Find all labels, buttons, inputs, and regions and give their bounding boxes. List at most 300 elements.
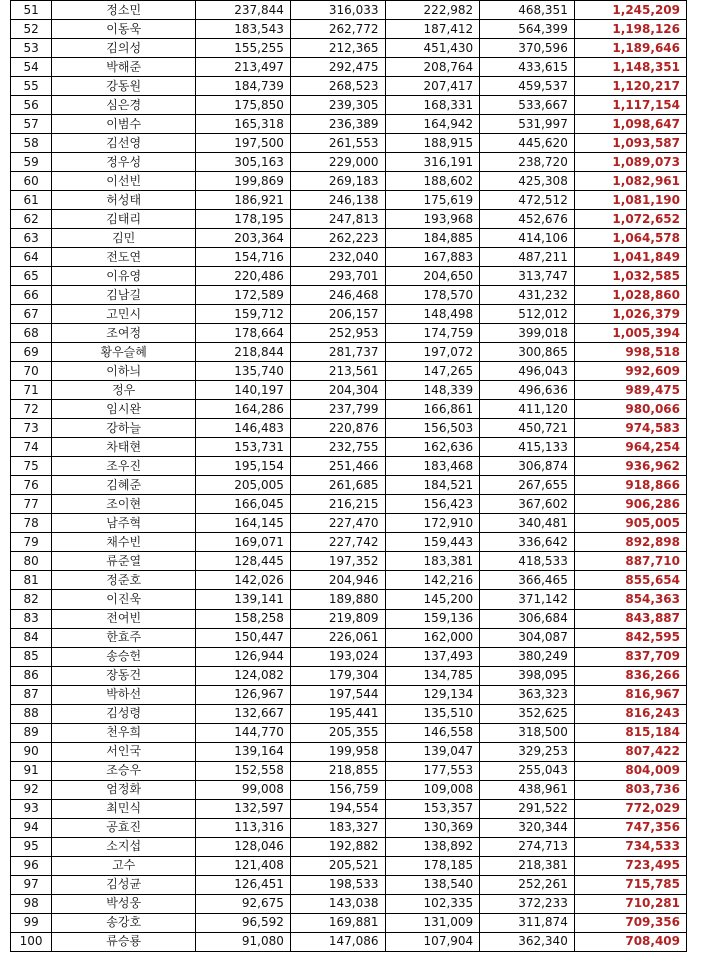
value-cell-2: 199,958 (290, 742, 385, 761)
value-cell-3: 167,883 (385, 248, 480, 267)
total-cell: 1,081,190 (574, 191, 686, 210)
table-row (11, 837, 687, 856)
total-cell: 747,356 (574, 818, 686, 837)
rank-cell: 79 (11, 533, 52, 552)
table-row (11, 400, 687, 419)
name-cell: 이유영 (52, 267, 196, 286)
table-row (11, 780, 687, 799)
value-cell-1: 154,716 (196, 248, 291, 267)
name-cell: 고민시 (52, 305, 196, 324)
value-cell-2: 183,327 (290, 818, 385, 837)
value-cell-3: 175,619 (385, 191, 480, 210)
value-cell-4: 336,642 (480, 533, 575, 552)
value-cell-2: 192,882 (290, 837, 385, 856)
total-cell: 1,064,578 (574, 229, 686, 248)
value-cell-1: 175,850 (196, 96, 291, 115)
value-cell-1: 158,258 (196, 609, 291, 628)
name-cell: 김남길 (52, 286, 196, 305)
rank-cell: 88 (11, 704, 52, 723)
value-cell-4: 418,533 (480, 552, 575, 571)
value-cell-2: 239,305 (290, 96, 385, 115)
name-cell: 조우진 (52, 457, 196, 476)
rank-cell: 72 (11, 400, 52, 419)
total-cell: 918,866 (574, 476, 686, 495)
total-cell: 734,533 (574, 837, 686, 856)
total-cell: 1,098,647 (574, 115, 686, 134)
rank-cell: 77 (11, 495, 52, 514)
rank-cell: 60 (11, 172, 52, 191)
rank-cell: 76 (11, 476, 52, 495)
value-cell-1: 237,844 (196, 1, 291, 20)
table-row (11, 894, 687, 913)
name-cell: 김태리 (52, 210, 196, 229)
value-cell-4: 438,961 (480, 780, 575, 799)
value-cell-1: 184,739 (196, 77, 291, 96)
name-cell: 이동욱 (52, 20, 196, 39)
value-cell-3: 153,357 (385, 799, 480, 818)
value-cell-4: 218,381 (480, 856, 575, 875)
total-cell: 842,595 (574, 628, 686, 647)
value-cell-4: 472,512 (480, 191, 575, 210)
value-cell-2: 205,521 (290, 856, 385, 875)
name-cell: 차태현 (52, 438, 196, 457)
name-cell: 이선빈 (52, 172, 196, 191)
value-cell-1: 218,844 (196, 343, 291, 362)
value-cell-1: 197,500 (196, 134, 291, 153)
value-cell-4: 274,713 (480, 837, 575, 856)
name-cell: 강동원 (52, 77, 196, 96)
value-cell-4: 380,249 (480, 647, 575, 666)
table-row (11, 666, 687, 685)
name-cell: 최민식 (52, 799, 196, 818)
value-cell-2: 216,215 (290, 495, 385, 514)
value-cell-2: 229,000 (290, 153, 385, 172)
table-row (11, 58, 687, 77)
value-cell-4: 300,865 (480, 343, 575, 362)
value-cell-3: 130,369 (385, 818, 480, 837)
table-row (11, 533, 687, 552)
table-row (11, 343, 687, 362)
value-cell-2: 252,953 (290, 324, 385, 343)
ranking-table (10, 0, 687, 952)
value-cell-3: 129,134 (385, 685, 480, 704)
value-cell-4: 255,043 (480, 761, 575, 780)
value-cell-4: 452,676 (480, 210, 575, 229)
name-cell: 고수 (52, 856, 196, 875)
name-cell: 강하늘 (52, 419, 196, 438)
total-cell: 804,009 (574, 761, 686, 780)
total-cell: 843,887 (574, 609, 686, 628)
value-cell-4: 304,087 (480, 628, 575, 647)
rank-cell: 61 (11, 191, 52, 210)
value-cell-2: 218,855 (290, 761, 385, 780)
table-row (11, 362, 687, 381)
value-cell-2: 262,772 (290, 20, 385, 39)
total-cell: 1,072,652 (574, 210, 686, 229)
value-cell-4: 362,340 (480, 932, 575, 951)
value-cell-3: 142,216 (385, 571, 480, 590)
name-cell: 정우성 (52, 153, 196, 172)
table-row (11, 704, 687, 723)
rank-cell: 68 (11, 324, 52, 343)
table-row (11, 210, 687, 229)
value-cell-2: 316,033 (290, 1, 385, 20)
value-cell-4: 425,308 (480, 172, 575, 191)
table-row (11, 267, 687, 286)
value-cell-1: 132,667 (196, 704, 291, 723)
value-cell-3: 162,636 (385, 438, 480, 457)
value-cell-1: 166,045 (196, 495, 291, 514)
value-cell-1: 126,451 (196, 875, 291, 894)
total-cell: 887,710 (574, 552, 686, 571)
rank-cell: 52 (11, 20, 52, 39)
table-row (11, 476, 687, 495)
value-cell-3: 131,009 (385, 913, 480, 932)
total-cell: 1,189,646 (574, 39, 686, 58)
value-cell-3: 197,072 (385, 343, 480, 362)
value-cell-2: 194,554 (290, 799, 385, 818)
value-cell-4: 320,344 (480, 818, 575, 837)
value-cell-2: 251,466 (290, 457, 385, 476)
total-cell: 998,518 (574, 343, 686, 362)
total-cell: 807,422 (574, 742, 686, 761)
value-cell-4: 398,095 (480, 666, 575, 685)
total-cell: 892,898 (574, 533, 686, 552)
table-row (11, 647, 687, 666)
value-cell-4: 306,684 (480, 609, 575, 628)
name-cell: 한효주 (52, 628, 196, 647)
value-cell-2: 226,061 (290, 628, 385, 647)
table-row (11, 875, 687, 894)
rank-cell: 65 (11, 267, 52, 286)
total-cell: 855,654 (574, 571, 686, 590)
value-cell-2: 227,470 (290, 514, 385, 533)
value-cell-1: 164,145 (196, 514, 291, 533)
name-cell: 김성령 (52, 704, 196, 723)
value-cell-3: 183,468 (385, 457, 480, 476)
value-cell-3: 107,904 (385, 932, 480, 951)
table-row (11, 172, 687, 191)
value-cell-3: 138,540 (385, 875, 480, 894)
value-cell-3: 184,885 (385, 229, 480, 248)
rank-cell: 67 (11, 305, 52, 324)
value-cell-3: 148,498 (385, 305, 480, 324)
table-row (11, 514, 687, 533)
value-cell-4: 329,253 (480, 742, 575, 761)
total-cell: 772,029 (574, 799, 686, 818)
table-row (11, 552, 687, 571)
table-row (11, 457, 687, 476)
value-cell-2: 169,881 (290, 913, 385, 932)
value-cell-4: 252,261 (480, 875, 575, 894)
value-cell-2: 261,685 (290, 476, 385, 495)
table-row (11, 191, 687, 210)
value-cell-1: 172,589 (196, 286, 291, 305)
value-cell-1: 152,558 (196, 761, 291, 780)
rank-cell: 71 (11, 381, 52, 400)
value-cell-2: 212,365 (290, 39, 385, 58)
value-cell-2: 268,523 (290, 77, 385, 96)
value-cell-1: 135,740 (196, 362, 291, 381)
name-cell: 정준호 (52, 571, 196, 590)
value-cell-1: 142,026 (196, 571, 291, 590)
total-cell: 1,028,860 (574, 286, 686, 305)
rank-cell: 84 (11, 628, 52, 647)
total-cell: 974,583 (574, 419, 686, 438)
value-cell-4: 415,133 (480, 438, 575, 457)
total-cell: 1,093,587 (574, 134, 686, 153)
rank-cell: 90 (11, 742, 52, 761)
table-row (11, 856, 687, 875)
value-cell-3: 316,191 (385, 153, 480, 172)
rank-cell: 82 (11, 590, 52, 609)
value-cell-3: 156,503 (385, 419, 480, 438)
total-cell: 1,198,126 (574, 20, 686, 39)
value-cell-1: 205,005 (196, 476, 291, 495)
rank-cell: 80 (11, 552, 52, 571)
name-cell: 천우희 (52, 723, 196, 742)
value-cell-2: 262,223 (290, 229, 385, 248)
total-cell: 837,709 (574, 647, 686, 666)
value-cell-1: 92,675 (196, 894, 291, 913)
value-cell-2: 189,880 (290, 590, 385, 609)
table-row (11, 134, 687, 153)
name-cell: 박하선 (52, 685, 196, 704)
table-row (11, 685, 687, 704)
value-cell-3: 193,968 (385, 210, 480, 229)
total-cell: 710,281 (574, 894, 686, 913)
value-cell-3: 222,982 (385, 1, 480, 20)
total-cell: 803,736 (574, 780, 686, 799)
value-cell-2: 281,737 (290, 343, 385, 362)
total-cell: 1,026,379 (574, 305, 686, 324)
name-cell: 공효진 (52, 818, 196, 837)
value-cell-4: 352,625 (480, 704, 575, 723)
table-row (11, 153, 687, 172)
rank-cell: 93 (11, 799, 52, 818)
total-cell: 709,356 (574, 913, 686, 932)
value-cell-3: 178,570 (385, 286, 480, 305)
value-cell-4: 367,602 (480, 495, 575, 514)
total-cell: 854,363 (574, 590, 686, 609)
value-cell-3: 109,008 (385, 780, 480, 799)
value-cell-2: 213,561 (290, 362, 385, 381)
value-cell-2: 204,304 (290, 381, 385, 400)
total-cell: 964,254 (574, 438, 686, 457)
name-cell: 서인국 (52, 742, 196, 761)
value-cell-1: 139,141 (196, 590, 291, 609)
rank-cell: 53 (11, 39, 52, 58)
name-cell: 김성균 (52, 875, 196, 894)
rank-cell: 63 (11, 229, 52, 248)
total-cell: 1,082,961 (574, 172, 686, 191)
rank-cell: 83 (11, 609, 52, 628)
value-cell-2: 198,533 (290, 875, 385, 894)
rank-cell: 75 (11, 457, 52, 476)
value-cell-1: 178,195 (196, 210, 291, 229)
table-row (11, 381, 687, 400)
value-cell-4: 533,667 (480, 96, 575, 115)
name-cell: 박해준 (52, 58, 196, 77)
value-cell-4: 564,399 (480, 20, 575, 39)
value-cell-2: 204,946 (290, 571, 385, 590)
value-cell-1: 128,445 (196, 552, 291, 571)
rank-cell: 96 (11, 856, 52, 875)
total-cell: 815,184 (574, 723, 686, 742)
value-cell-4: 399,018 (480, 324, 575, 343)
value-cell-3: 177,553 (385, 761, 480, 780)
total-cell: 905,005 (574, 514, 686, 533)
total-cell: 816,243 (574, 704, 686, 723)
table-row (11, 20, 687, 39)
rank-cell: 99 (11, 913, 52, 932)
rank-cell: 92 (11, 780, 52, 799)
value-cell-2: 236,389 (290, 115, 385, 134)
value-cell-3: 102,335 (385, 894, 480, 913)
table-row (11, 229, 687, 248)
value-cell-4: 311,874 (480, 913, 575, 932)
rank-cell: 89 (11, 723, 52, 742)
value-cell-3: 137,493 (385, 647, 480, 666)
rank-cell: 91 (11, 761, 52, 780)
value-cell-1: 159,712 (196, 305, 291, 324)
value-cell-4: 531,997 (480, 115, 575, 134)
value-cell-3: 159,443 (385, 533, 480, 552)
total-cell: 936,962 (574, 457, 686, 476)
name-cell: 류준열 (52, 552, 196, 571)
value-cell-1: 183,543 (196, 20, 291, 39)
value-cell-2: 179,304 (290, 666, 385, 685)
value-cell-4: 340,481 (480, 514, 575, 533)
table-row (11, 39, 687, 58)
value-cell-3: 168,331 (385, 96, 480, 115)
rank-cell: 97 (11, 875, 52, 894)
value-cell-1: 140,197 (196, 381, 291, 400)
value-cell-4: 372,233 (480, 894, 575, 913)
rank-cell: 86 (11, 666, 52, 685)
value-cell-1: 128,046 (196, 837, 291, 856)
value-cell-4: 512,012 (480, 305, 575, 324)
value-cell-3: 183,381 (385, 552, 480, 571)
total-cell: 1,245,209 (574, 1, 686, 20)
total-cell: 989,475 (574, 381, 686, 400)
value-cell-3: 134,785 (385, 666, 480, 685)
rank-cell: 64 (11, 248, 52, 267)
total-cell: 715,785 (574, 875, 686, 894)
value-cell-2: 156,759 (290, 780, 385, 799)
name-cell: 엄정화 (52, 780, 196, 799)
value-cell-3: 139,047 (385, 742, 480, 761)
name-cell: 심은경 (52, 96, 196, 115)
value-cell-2: 227,742 (290, 533, 385, 552)
table-row (11, 590, 687, 609)
total-cell: 1,089,073 (574, 153, 686, 172)
value-cell-2: 197,544 (290, 685, 385, 704)
value-cell-3: 166,861 (385, 400, 480, 419)
name-cell: 이하늬 (52, 362, 196, 381)
rank-cell: 56 (11, 96, 52, 115)
value-cell-4: 371,142 (480, 590, 575, 609)
value-cell-4: 306,874 (480, 457, 575, 476)
name-cell: 정우 (52, 381, 196, 400)
table-row (11, 96, 687, 115)
value-cell-4: 318,500 (480, 723, 575, 742)
rank-cell: 62 (11, 210, 52, 229)
value-cell-1: 178,664 (196, 324, 291, 343)
rank-cell: 58 (11, 134, 52, 153)
value-cell-3: 188,915 (385, 134, 480, 153)
value-cell-2: 232,040 (290, 248, 385, 267)
value-cell-1: 155,255 (196, 39, 291, 58)
name-cell: 장동건 (52, 666, 196, 685)
value-cell-1: 99,008 (196, 780, 291, 799)
rank-cell: 100 (11, 932, 52, 951)
rank-cell: 95 (11, 837, 52, 856)
table-row (11, 305, 687, 324)
value-cell-2: 246,468 (290, 286, 385, 305)
table-row (11, 609, 687, 628)
rank-cell: 66 (11, 286, 52, 305)
value-cell-1: 213,497 (196, 58, 291, 77)
value-cell-1: 186,921 (196, 191, 291, 210)
value-cell-1: 126,967 (196, 685, 291, 704)
value-cell-1: 220,486 (196, 267, 291, 286)
rank-cell: 81 (11, 571, 52, 590)
name-cell: 전여빈 (52, 609, 196, 628)
table-row (11, 438, 687, 457)
total-cell: 1,032,585 (574, 267, 686, 286)
value-cell-2: 237,799 (290, 400, 385, 419)
value-cell-1: 150,447 (196, 628, 291, 647)
value-cell-3: 172,910 (385, 514, 480, 533)
name-cell: 황우슬혜 (52, 343, 196, 362)
name-cell: 조여정 (52, 324, 196, 343)
value-cell-3: 135,510 (385, 704, 480, 723)
table-row (11, 799, 687, 818)
total-cell: 723,495 (574, 856, 686, 875)
value-cell-3: 178,185 (385, 856, 480, 875)
value-cell-3: 159,136 (385, 609, 480, 628)
value-cell-4: 450,721 (480, 419, 575, 438)
value-cell-3: 204,650 (385, 267, 480, 286)
value-cell-2: 219,809 (290, 609, 385, 628)
rank-cell: 94 (11, 818, 52, 837)
total-cell: 836,266 (574, 666, 686, 685)
table-row (11, 761, 687, 780)
value-cell-4: 363,323 (480, 685, 575, 704)
name-cell: 송승헌 (52, 647, 196, 666)
rank-cell: 74 (11, 438, 52, 457)
name-cell: 이범수 (52, 115, 196, 134)
value-cell-3: 156,423 (385, 495, 480, 514)
rank-cell: 54 (11, 58, 52, 77)
value-cell-1: 203,364 (196, 229, 291, 248)
value-cell-3: 188,602 (385, 172, 480, 191)
table-row (11, 723, 687, 742)
rank-cell: 59 (11, 153, 52, 172)
value-cell-1: 124,082 (196, 666, 291, 685)
value-cell-4: 366,465 (480, 571, 575, 590)
value-cell-1: 169,071 (196, 533, 291, 552)
value-cell-4: 238,720 (480, 153, 575, 172)
total-cell: 980,066 (574, 400, 686, 419)
table-row (11, 1, 687, 20)
name-cell: 허성태 (52, 191, 196, 210)
value-cell-1: 139,164 (196, 742, 291, 761)
value-cell-3: 208,764 (385, 58, 480, 77)
name-cell: 김민 (52, 229, 196, 248)
name-cell: 조이현 (52, 495, 196, 514)
